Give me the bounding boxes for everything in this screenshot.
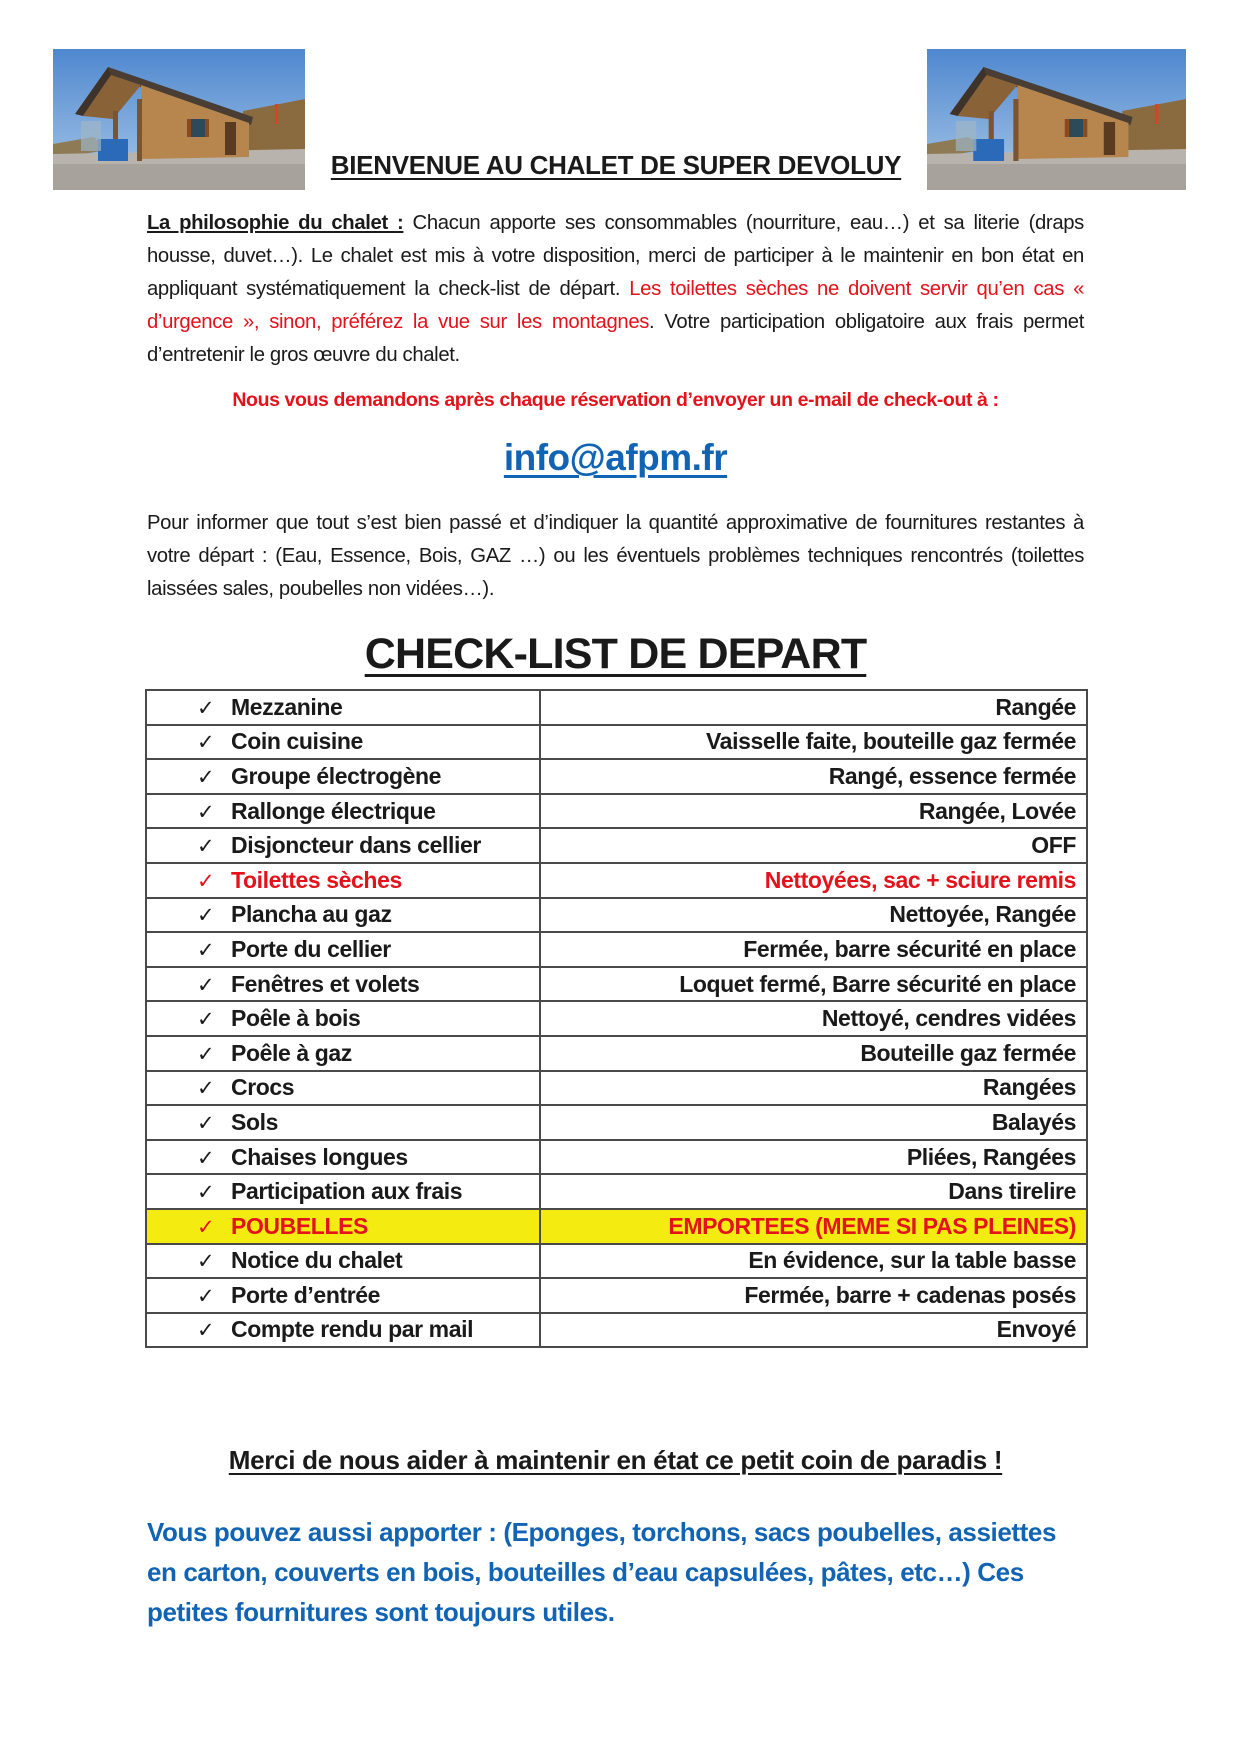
checklist-row [146, 1174, 1087, 1209]
checklist-row [146, 898, 1087, 933]
checklist-item-label: Toilettes sèches [231, 866, 402, 893]
checklist-item-cell [146, 1313, 540, 1348]
checklist-status: Vaisselle faite, bouteille gaz fermée [540, 725, 1087, 760]
checklist-title [147, 630, 1084, 679]
checklist-item-cell [146, 725, 540, 760]
checklist-item-cell [146, 828, 540, 863]
checklist-row [146, 828, 1087, 863]
checklist-row [146, 1105, 1087, 1140]
checklist-item-cell [146, 1244, 540, 1279]
intro-text-end: . Votre participation obligatoire aux frais permet d’entretenir le gros œuvre du chalet. [147, 311, 1084, 366]
chalet-photo-left [53, 49, 305, 190]
checkmark-icon: ✓ [197, 1042, 215, 1066]
checkout-request: Nous vous demandons après chaque réservation d’envoyer un e-mail de check-out à : [232, 389, 999, 411]
checklist-status: Bouteille gaz fermée [540, 1036, 1087, 1071]
checklist-status: Rangé, essence fermée [540, 759, 1087, 794]
checklist-status: Rangée [540, 690, 1087, 725]
checkmark-icon: ✓ [197, 904, 215, 928]
checklist-item-cell [146, 1209, 540, 1244]
checklist-status: Pliées, Rangées [540, 1140, 1087, 1175]
checklist-item-label: Poêle à bois [231, 1005, 361, 1032]
checklist-status: Fermée, barre sécurité en place [540, 932, 1087, 967]
checklist-item-label: Poêle à gaz [231, 1039, 352, 1066]
checklist-row [146, 863, 1087, 898]
checklist-status: Balayés [540, 1105, 1087, 1140]
checklist-item-label: Groupe électrogène [231, 762, 442, 789]
checklist-item-cell [146, 1140, 540, 1175]
checklist-row [146, 1071, 1087, 1106]
checklist-row [146, 1001, 1087, 1036]
chalet-image [53, 49, 305, 190]
checklist-item-label: Crocs [231, 1074, 295, 1101]
checklist-row [146, 932, 1087, 967]
checklist-item-cell [146, 1278, 540, 1313]
checklist-item-cell [146, 1071, 540, 1106]
checklist-row [146, 1244, 1087, 1279]
checklist-row [146, 1140, 1087, 1175]
chalet-image [927, 49, 1186, 190]
checklist-status: Nettoyée, Rangée [540, 898, 1087, 933]
checklist-item-cell [146, 898, 540, 933]
checklist-title-text: CHECK-LIST DE DEPART [364, 630, 867, 678]
checklist-item-label: Porte du cellier [231, 935, 391, 962]
email-block [147, 437, 1084, 479]
checklist-row [146, 1209, 1087, 1244]
page-title [305, 150, 927, 181]
checkmark-icon: ✓ [197, 1319, 215, 1343]
page-title-text: BIENVENUE AU CHALET DE SUPER DEVOLUY [330, 150, 902, 180]
chalet-photo-right [927, 49, 1186, 190]
checklist-item-cell [146, 1174, 540, 1209]
checklist-item-cell [146, 1105, 540, 1140]
checklist-row [146, 759, 1087, 794]
bring-supplies-note: Vous pouvez aussi apporter : (Eponges, torchons, sacs poubelles, assiettes en carton, couverts en bois, bouteilles d’eau capsulées, pâtes, etc…) Ces petites fournitures sont toujours utiles. [147, 1517, 1057, 1627]
checklist-status: Nettoyées, sac + sciure remis [540, 863, 1087, 898]
checklist-item-label: Compte rendu par mail [231, 1316, 474, 1343]
thanks-text: Merci de nous aider à maintenir en état ce petit coin de paradis ! [228, 1445, 1003, 1475]
checkmark-icon: ✓ [197, 1284, 215, 1308]
intro-label: La philosophie du chalet : [147, 212, 404, 234]
checklist-item-label: Mezzanine [231, 693, 343, 720]
checklist-item-cell [146, 967, 540, 1002]
checklist-status: OFF [540, 828, 1087, 863]
checkmark-icon: ✓ [197, 1181, 215, 1205]
checklist-row [146, 1313, 1087, 1348]
checklist-row [146, 1036, 1087, 1071]
checklist-status: EMPORTEES (MEME SI PAS PLEINES) [540, 1209, 1087, 1244]
checklist-row [146, 725, 1087, 760]
checklist-status: Dans tirelire [540, 1174, 1087, 1209]
checkmark-icon: ✓ [197, 1146, 215, 1170]
checklist-status: Fermée, barre + cadenas posés [540, 1278, 1087, 1313]
checkmark-icon: ✓ [197, 800, 215, 824]
checkmark-icon: ✓ [197, 731, 215, 755]
checkmark-icon: ✓ [197, 869, 215, 893]
intro-paragraph [147, 207, 1084, 372]
intro-warning: Les toilettes sèches ne doivent servir qu’en cas « d’urgence », sinon, préférez la vue sur les montagnes [147, 278, 1084, 333]
thanks-message [147, 1445, 1084, 1476]
inform-paragraph: Pour informer que tout s’est bien passé et d’indiquer la quantité approximative de fournitures restantes à votre départ : (Eau, Essence, Bois, GAZ …) ou les éventuels problèmes techniques rencontrés (toilettes laissées sales, poubelles non vidées…). [147, 512, 1084, 600]
checkmark-icon: ✓ [197, 1250, 215, 1274]
checkmark-icon: ✓ [197, 973, 215, 997]
checklist-status: Loquet fermé, Barre sécurité en place [540, 967, 1087, 1002]
checklist-item-cell [146, 794, 540, 829]
checkmark-icon: ✓ [197, 938, 215, 962]
checklist-item-label: Chaises longues [231, 1143, 408, 1170]
checklist-item-cell [146, 690, 540, 725]
checklist-status: Rangée, Lovée [540, 794, 1087, 829]
checklist-row [146, 794, 1087, 829]
checkmark-icon: ✓ [197, 1008, 215, 1032]
checklist-item-label: Fenêtres et volets [231, 970, 420, 997]
checklist-item-label: Notice du chalet [231, 1247, 403, 1274]
checklist-status: Rangées [540, 1071, 1087, 1106]
checkmark-icon: ✓ [197, 696, 215, 720]
checklist-item-label: Sols [231, 1108, 278, 1135]
checklist-table [145, 689, 1088, 1348]
checklist-status: Nettoyé, cendres vidées [540, 1001, 1087, 1036]
checklist-item-label: Coin cuisine [231, 728, 363, 755]
checklist-item-cell [146, 1036, 540, 1071]
checklist-row [146, 967, 1087, 1002]
checkmark-icon: ✓ [197, 835, 215, 859]
checklist-item-cell [146, 863, 540, 898]
checklist-item-cell [146, 932, 540, 967]
checklist-item-label: Rallonge électrique [231, 797, 436, 824]
checklist-item-cell [146, 1001, 540, 1036]
checklist-item-label: POUBELLES [231, 1212, 368, 1239]
checklist-row [146, 1278, 1087, 1313]
checklist-item-label: Plancha au gaz [231, 901, 392, 928]
checklist-status: En évidence, sur la table basse [540, 1244, 1087, 1279]
checklist-item-label: Porte d’entrée [231, 1281, 381, 1308]
checkmark-icon: ✓ [197, 765, 215, 789]
checklist-item-cell [146, 759, 540, 794]
email-link[interactable]: info@afpm.fr [503, 437, 728, 478]
checklist-status: Envoyé [540, 1313, 1087, 1348]
checklist-item-label: Participation aux frais [231, 1178, 463, 1205]
intro-text: Chacun apporte ses consommables (nourriture, eau…) et sa literie (draps housse, duvet…). Le chalet est mis à votre disposition, merci de participer à le maintenir en bon état en appliquant systématiquement la check-list de départ. [147, 212, 1084, 300]
checklist-row [146, 690, 1087, 725]
checklist-item-label: Disjoncteur dans cellier [231, 832, 481, 859]
checkmark-icon: ✓ [197, 1215, 215, 1239]
checkmark-icon: ✓ [197, 1077, 215, 1101]
checkmark-icon: ✓ [197, 1111, 215, 1135]
